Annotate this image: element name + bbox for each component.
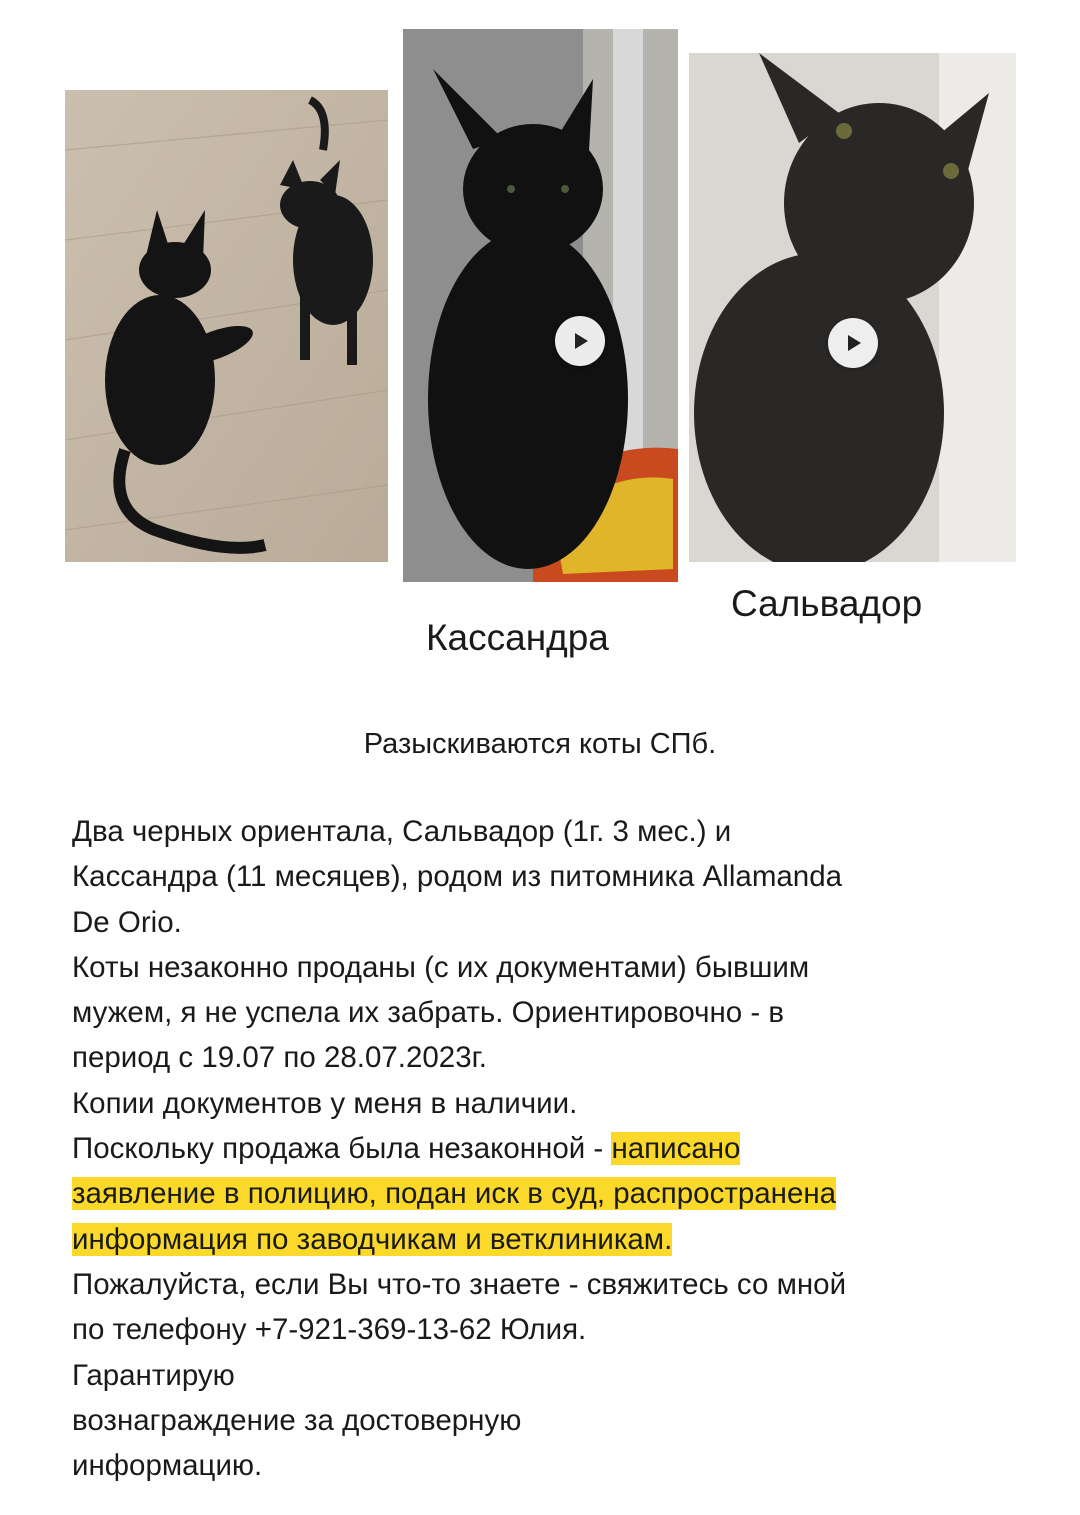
text-line: Копии документов у меня в наличии. (72, 1086, 578, 1120)
text-line: Два черных ориентала, Сальвадор (1г. 3 мес.) и (72, 815, 732, 848)
highlighted-text: написано (611, 1132, 741, 1166)
video-play-icon[interactable] (828, 318, 878, 368)
video-play-icon[interactable] (555, 316, 605, 366)
caption-salvador: Сальвадор (731, 583, 923, 624)
text-line: Гарантирую (72, 1358, 235, 1392)
text-line: Коты незаконно проданы (с их документами) бывшим (72, 950, 810, 984)
text-line: Пожалуйста, если Вы что-то знаете - свяжитесь со мной (72, 1267, 847, 1301)
page-title: Разыскиваются коты СПб. (363, 728, 717, 760)
text-line (72, 1217, 1032, 1262)
contact-line: по телефону +7-921-369-13-62 Юлия. (72, 1313, 587, 1347)
highlighted-text: заявление в полицию, подан иск в суд, распространена (72, 1177, 837, 1211)
photo-salvador (689, 53, 1016, 562)
text-line (72, 1126, 1032, 1171)
photo-kassandra (403, 29, 678, 582)
text-line: мужем, я не успела их забрать. Ориентировочно - в (72, 996, 785, 1030)
text-plain: Поскольку продажа была незаконной - (72, 1132, 612, 1166)
caption-kassandra: Кассандра (426, 617, 609, 658)
highlighted-text: информация по заводчикам и ветклиникам. (72, 1222, 673, 1256)
text-line: период с 19.07 по 28.07.2023г. (72, 1041, 487, 1075)
text-line: информацию. (72, 1449, 263, 1483)
text-line: Кассандра (11 месяцев), родом из питомника Allamanda (72, 860, 843, 894)
text-line: De Orio. (72, 905, 182, 939)
text-line: вознаграждение за достоверную (72, 1403, 522, 1437)
description-text (72, 809, 1032, 1488)
photo-two-cats-floor (65, 90, 388, 562)
text-line (72, 1171, 1032, 1216)
